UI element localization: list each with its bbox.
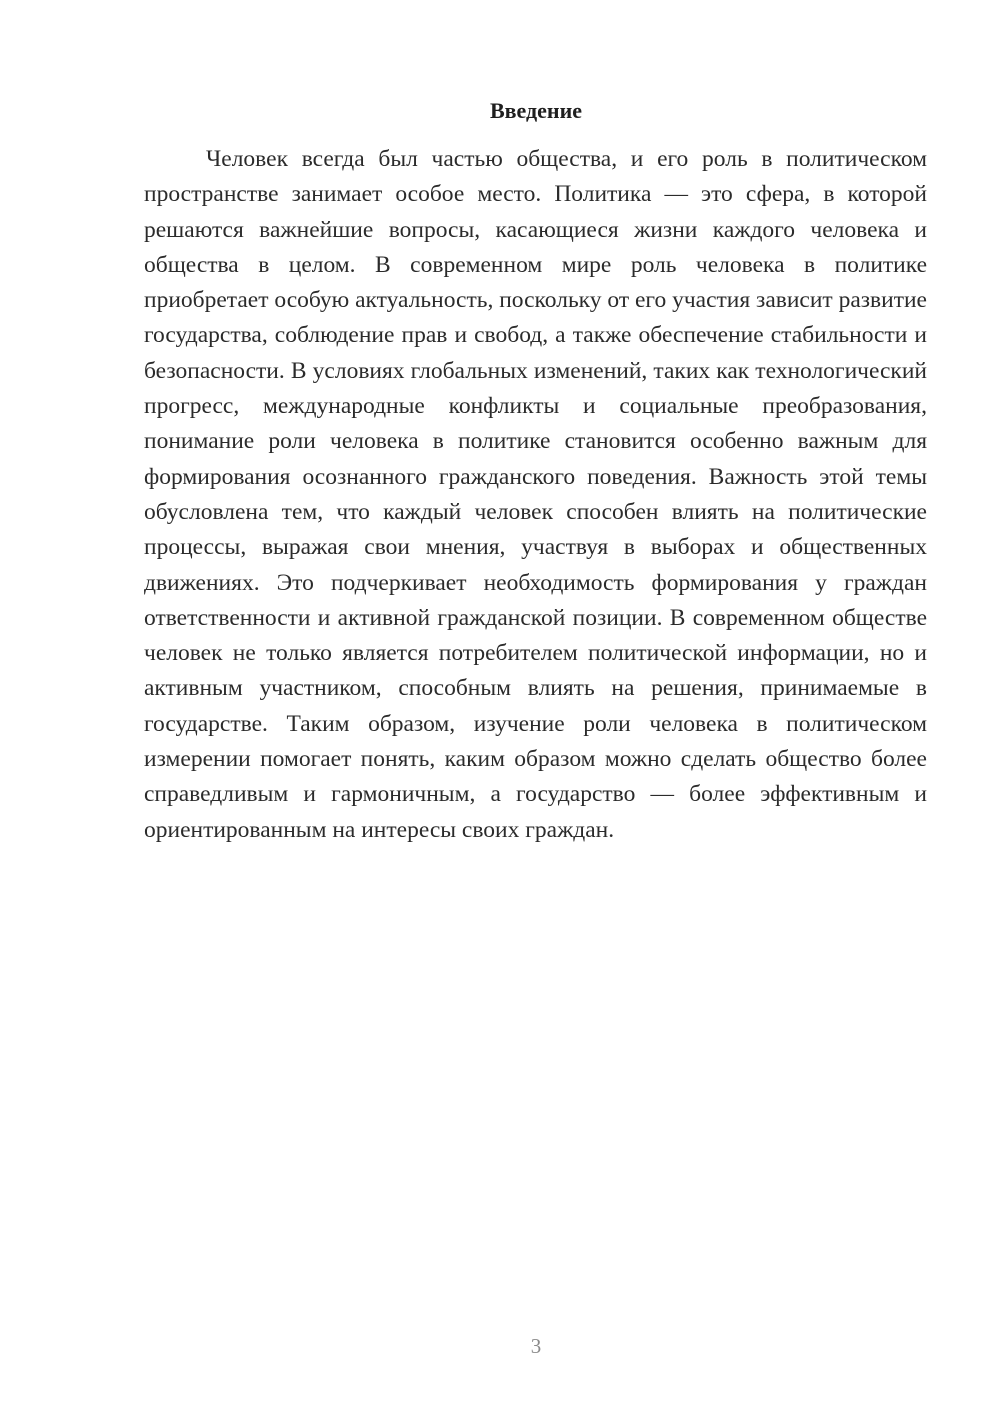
section-heading: Введение bbox=[489, 98, 583, 123]
page-number: 3 bbox=[530, 1334, 542, 1358]
body-paragraph: Человек всегда был частью общества, и его роль в политическом пространстве занимает особое место. Политика — это сфера, в которой решаются важнейшие вопросы, касающиеся жизни каждого человека и общества в целом. В современном мире роль человека в политике приобретает особую актуальность, поскольку от его участия зависит развитие государства, соблюдение прав и свобод, а также обеспечение стабильности и безопасности. В условиях глобальных изменений, таких как технологический прогресс, международные конфликты и социальные преобразования, понимание роли человека в политике становится особенно важным для формирования осознанного гражданского поведения. Важность этой темы обусловлена тем, что каждый человек способен влиять на политические процессы, выражая свои мнения, участвуя в выборах и общественных движениях. Это подчеркивает необходимость формирования у граждан ответственности и активной гражданской позиции. В современном обществе человек не только является потребителем политической информации, но и активным участником, способным влиять на решения, принимаемые в государстве. Таким образом, изучение роли человека в политическом измерении помогает понять, каким образом можно сделать общество более справедливым и гармоничным, а государство — более эффективным и ориентированным на интересы своих граждан. bbox=[144, 146, 927, 843]
